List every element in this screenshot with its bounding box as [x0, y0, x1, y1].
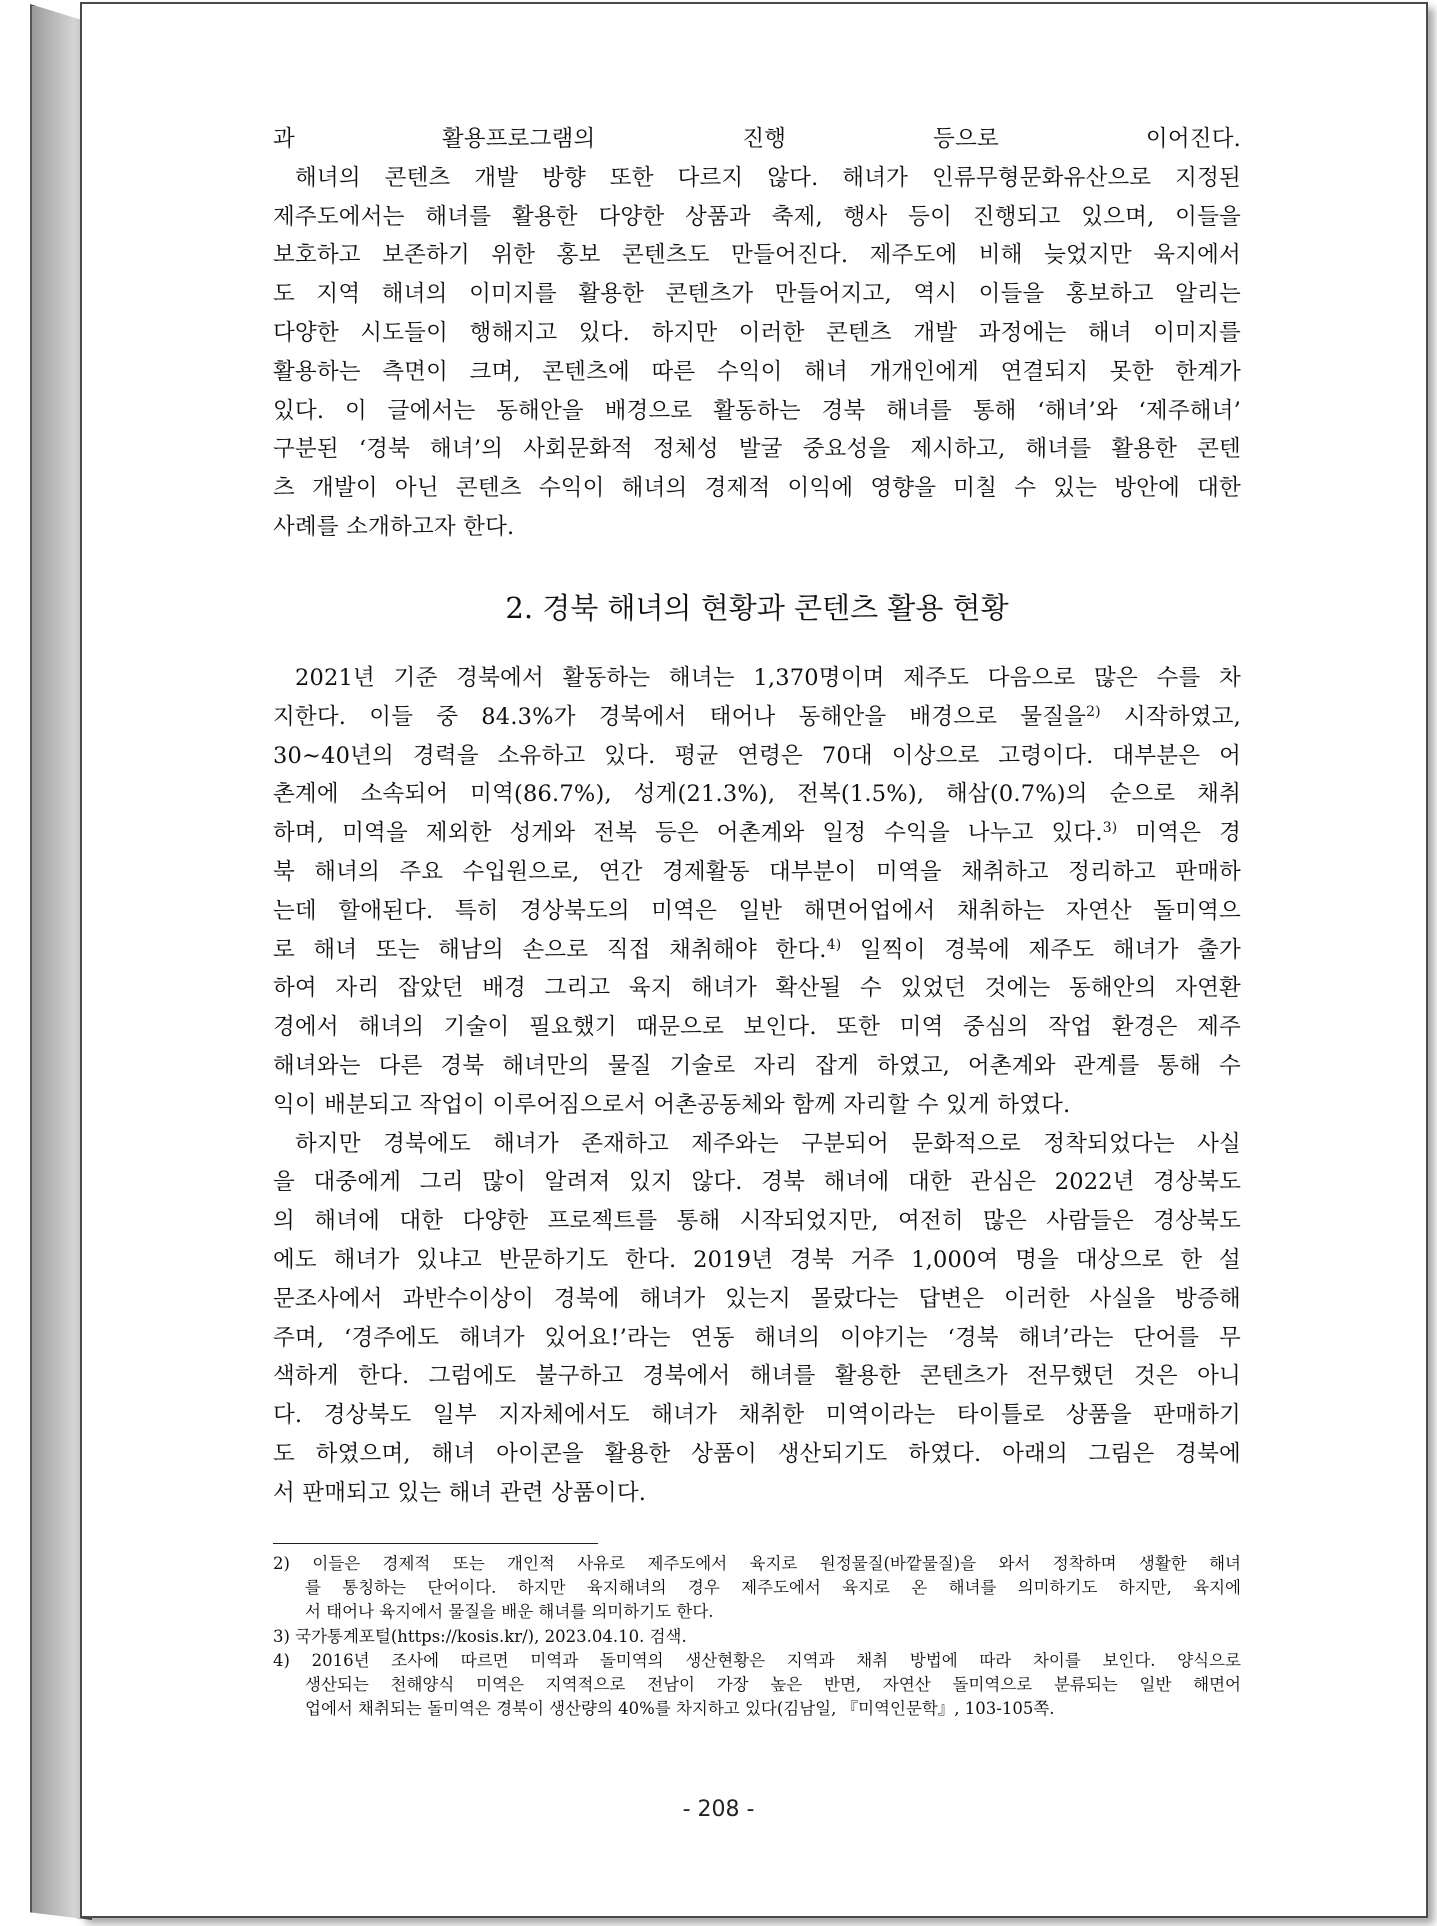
page-number: - 208 - — [682, 1797, 755, 1822]
footnote-line: 4) 2016년 조사에 따르면 미역과 돌미역의 생산현황은 지역과 채취 방법에 따라 차이를 보인다. 양식으로 — [273, 1650, 1241, 1670]
body-line: 제주도에서는 해녀를 활용한 다양한 상품과 축제, 행사 등이 진행되고 있으며, 이들을 — [273, 203, 1241, 230]
body-line — [273, 698, 1241, 737]
body-line: 과 활용프로그램의 진행 등으로 이어진다. — [273, 126, 1241, 152]
body-line: 츠 개발이 아닌 콘텐츠 수익이 해녀의 경제적 이익에 영향을 미칠 수 있는 방안에 대한 — [273, 475, 1241, 502]
body-line — [273, 1047, 1241, 1086]
body-line: 사례를 소개하고자 한다. — [273, 513, 515, 540]
footnotes — [273, 1552, 1241, 1721]
section-body — [273, 659, 1241, 1513]
body-line — [273, 892, 1241, 931]
footnote-2 — [273, 1552, 1241, 1625]
footnote-ref[interactable]: 2) — [1086, 703, 1101, 720]
intro-paragraph — [273, 120, 1241, 547]
body-line-text: 익이 배분되고 작업이 이루어짐으로서 어촌공동체와 함께 자리할 수 있게 하였다. — [273, 1091, 1071, 1118]
body-line-text: 촌계에 소속되어 미역(86.7%), 성게(21.3%), 전복(1.5%), 해삼(0.7%)의 순으로 채취 — [273, 781, 1241, 808]
body-line: 해녀의 콘텐츠 개발 방향 또한 다르지 않다. 해녀가 인류무형문화유산으로 지정된 — [295, 164, 1241, 191]
body-line-text: 북 해녀의 주요 수입원으로, 연간 경제활동 대부분이 미역을 채취하고 정리하고 판매하 — [273, 858, 1241, 885]
body-line-text: 경에서 해녀의 기술이 필요했기 때문으로 보인다. 또한 미역 중심의 작업 환경은 제주 — [273, 1014, 1241, 1041]
body-line: 서 판매되고 있는 해녀 관련 상품이다. — [273, 1479, 647, 1506]
footnote-line: 서 태어나 육지에서 물질을 배운 해녀를 의미하기도 한다. — [305, 1602, 714, 1622]
body-line — [273, 737, 1241, 776]
body-line-text: 일찍이 경북에 제주도 해녀가 출가 — [841, 936, 1241, 963]
paragraph-1 — [273, 659, 1241, 1125]
body-line-text: 하며, 미역을 제외한 성게와 전복 등은 어촌계와 일정 수익을 나누고 있다. — [273, 820, 1103, 847]
body-line: 에도 해녀가 있냐고 반문하기도 한다. 2019년 경북 거주 1,000여 명을 대상으로 한 설 — [273, 1246, 1241, 1273]
body-line — [273, 969, 1241, 1008]
body-line-text: 해녀와는 다른 경북 해녀만의 물질 기술로 자리 잡게 하였고, 어촌계와 관계를 통해 수 — [273, 1052, 1241, 1079]
body-line — [273, 775, 1241, 814]
footnote-ref[interactable]: 3) — [1102, 820, 1118, 837]
body-line: 의 해녀에 대한 다양한 프로젝트를 통해 시작되었지만, 여전히 많은 사람들은 경상북도 — [273, 1208, 1241, 1235]
footnote-line: 2) 이들은 경제적 또는 개인적 사유로 제주도에서 육지로 원정물질(바깥물질)을 와서 정착하며 생활한 해녀 — [273, 1554, 1241, 1573]
body-line-text: 하여 자리 잡았던 배경 그리고 육지 해녀가 확산될 수 있었던 것에는 동해안의 자연환 — [273, 975, 1241, 1002]
footnote-line: 를 통칭하는 단어이다. 하지만 육지해녀의 경우 제주도에서 육지로 온 해녀를 의미하기도 하지만, 육지에 — [305, 1578, 1241, 1598]
body-line: 색하게 한다. 그럼에도 불구하고 경북에서 해녀를 활용한 콘텐츠가 전무했던 것은 아니 — [273, 1363, 1241, 1390]
body-line-text: 는데 할애된다. 특히 경상북도의 미역은 일반 해면어업에서 채취하는 자연산 돌미역으 — [273, 897, 1241, 924]
body-line: 하지만 경북에도 해녀가 존재하고 제주와는 구분되어 문화적으로 정착되었다는 사실 — [295, 1130, 1241, 1157]
body-line: 다양한 시도들이 행해지고 있다. 하지만 이러한 콘텐츠 개발 과정에는 해녀 이미지를 — [273, 319, 1241, 346]
body-line — [273, 1086, 1241, 1125]
body-line — [273, 659, 1241, 698]
footnote-line: 3) 국가통계포털(https://kosis.kr/), 2023.04.10. 검색. — [273, 1626, 687, 1646]
body-line: 문조사에서 과반수이상이 경북에 해녀가 있는지 몰랐다는 답변은 이러한 사실을 방증해 — [273, 1285, 1241, 1312]
body-line: 보호하고 보존하기 위한 홍보 콘텐츠도 만들어진다. 제주도에 비해 늦었지만 육지에서 — [273, 242, 1241, 269]
body-line: 구분된 ‘경북 해녀’의 사회문화적 정체성 발굴 중요성을 제시하고, 해녀를 활용한 콘텐 — [273, 436, 1241, 463]
body-line-text: 지한다. 이들 중 84.3%가 경북에서 태어나 동해안을 배경으로 물질을 — [273, 703, 1087, 730]
body-line: 다. 경상북도 일부 지자체에서도 해녀가 채취한 미역이라는 타이틀로 상품을 판매하기 — [273, 1402, 1241, 1429]
body-line-text: 시작하였고, — [1100, 703, 1241, 730]
footnote-3 — [273, 1625, 1241, 1649]
body-line-text: 로 해녀 또는 해남의 손으로 직접 채취해야 한다. — [273, 936, 827, 963]
body-line: 을 대중에게 그리 많이 알려져 있지 않다. 경북 해녀에 대한 관심은 2022년 경상북도 — [273, 1169, 1241, 1196]
footnote-line: 생산되는 천해양식 미역은 지역적으로 전남이 가장 높은 반면, 자연산 돌미역으로 분류되는 일반 해면어 — [305, 1674, 1241, 1694]
body-line: 주며, ‘경주에도 해녀가 있어요!’라는 연동 해녀의 이야기는 ‘경북 해녀’라는 단어를 무 — [273, 1324, 1241, 1351]
body-line-text: 미역은 경 — [1117, 820, 1241, 847]
body-line — [273, 931, 1241, 970]
body-line: 도 하였으며, 해녀 아이콘을 활용한 상품이 생산되기도 하였다. 아래의 그림은 경북에 — [273, 1440, 1241, 1467]
body-line — [273, 1008, 1241, 1047]
body-line — [273, 814, 1241, 853]
section-heading: 2. 경북 해녀의 현황과 콘텐츠 활용 현황 — [505, 591, 1009, 625]
body-line: 활용하는 측면이 크며, 콘텐츠에 따른 수익이 해녀 개개인에게 연결되지 못한 한계가 — [273, 358, 1241, 385]
body-line-text: 30~40년의 경력을 소유하고 있다. 평균 연령은 70대 이상으로 고령이다. 대부분은 어 — [273, 742, 1241, 769]
paragraph-2 — [273, 1125, 1241, 1513]
body-line: 도 지역 해녀의 이미지를 활용한 콘텐츠가 만들어지고, 역시 이들을 홍보하고 알리는 — [273, 281, 1241, 308]
body-line: 있다. 이 글에서는 동해안을 배경으로 활동하는 경북 해녀를 통해 ‘해녀’와 ‘제주해녀’ — [273, 397, 1241, 424]
body-line — [273, 853, 1241, 892]
footnote-line: 업에서 채취되는 돌미역은 경북이 생산량의 40%를 차지하고 있다(김남일, 『미역인문학』, 103-105쪽. — [305, 1699, 1055, 1719]
body-line-text: 2021년 기준 경북에서 활동하는 해녀는 1,370명이며 제주도 다음으로 많은 수를 차 — [295, 665, 1241, 691]
footnote-divider — [273, 1543, 598, 1544]
footnote-4 — [273, 1649, 1241, 1722]
footnote-ref[interactable]: 4) — [826, 936, 842, 953]
